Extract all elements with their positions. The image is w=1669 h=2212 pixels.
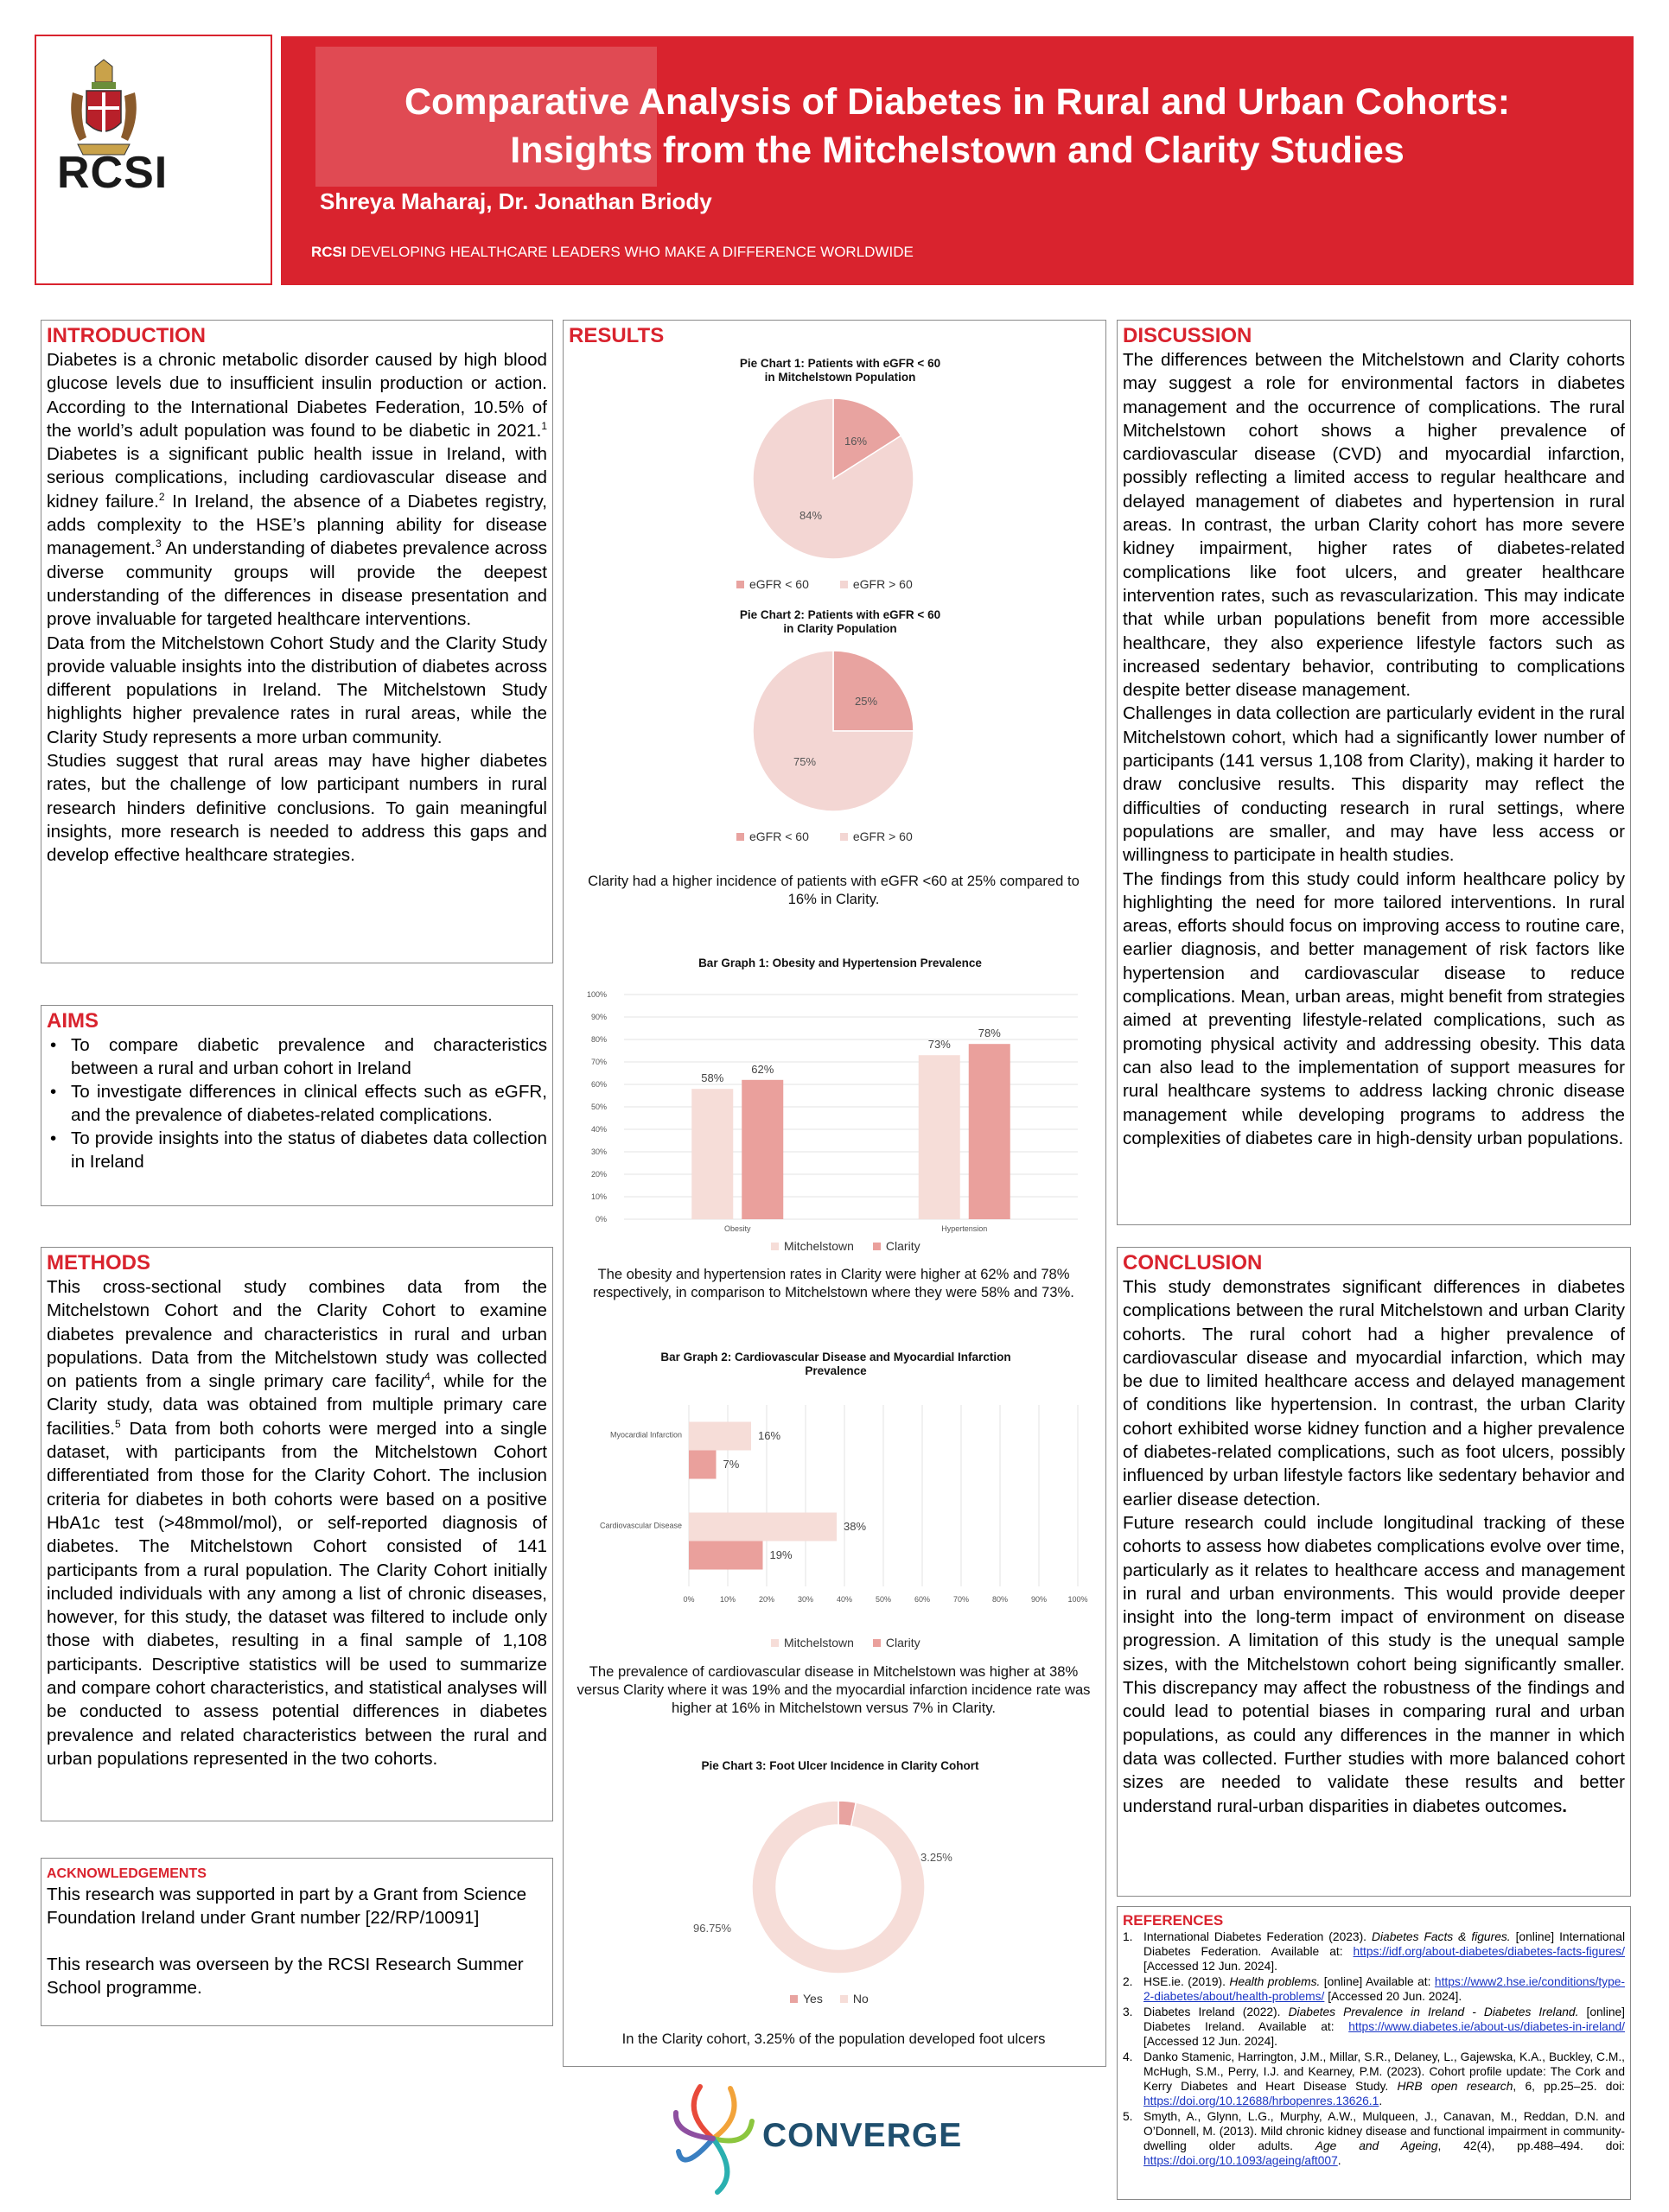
aim-item: • To compare diabetic prevalence and characteristics between a rural and urban cohort in Ireland xyxy=(47,1033,547,1080)
reference-number: 1. xyxy=(1123,1930,1133,1943)
x-tick-label: 0% xyxy=(683,1595,695,1604)
pie-chart-3-label-slice-2: 96.75% xyxy=(693,1922,732,1935)
pie-chart-2-label-slice-1: 25% xyxy=(855,695,878,708)
citation-1: 1 xyxy=(541,420,547,433)
reference-link[interactable]: https://doi.org/10.12688/hrbopenres.13626.1 xyxy=(1143,2094,1379,2107)
reference-text: Smyth, A., Glynn, L.G., Murphy, A.W., Mulqueen, J., Canavan, M., Reddan, D.N. and O’Donnell, M. (2013). Mild chronic kidney disease and functional impairment in community-dwelling older adults. xyxy=(1143,2110,1625,2152)
conclusion-paragraph-1: This study demonstrates significant differences in diabetes complications between the rural Mitchelstown and urban Clarity cohorts. The rural cohort had a higher prevalence of cardiovascular disease and myocardial infarction, which may be due to limited healthcare access and delayed management of conditions like hypertension. In contrast, the urban Clarity cohort exhibited worse kidney function and a higher prevalence of diabetes-related complications, such as foot ulcers, possibly influenced by urban lifestyle factors like sedentary behavior and earlier disease detection. xyxy=(1123,1277,1625,1510)
aim-item: • To provide insights into the status of diabetes data collection in Ireland xyxy=(47,1127,547,1173)
reference-title: Age and Ageing xyxy=(1315,2139,1438,2152)
reference-item xyxy=(1123,1929,1625,1974)
y-tick-label: 30% xyxy=(590,1147,607,1156)
legend-swatch xyxy=(840,833,848,841)
methods-heading: METHODS xyxy=(47,1251,150,1274)
reference-link[interactable]: https://doi.org/10.1093/ageing/aft007 xyxy=(1143,2154,1338,2167)
citation-2: 2 xyxy=(158,490,165,503)
references-list xyxy=(1123,1929,1625,2168)
legend-label: eGFR < 60 xyxy=(749,830,809,843)
legend-swatch xyxy=(840,581,848,588)
pie-chart-1 xyxy=(751,397,915,561)
legend-swatch xyxy=(873,1243,881,1250)
y-tick-label: 80% xyxy=(590,1035,607,1044)
bar-graph-2-legend xyxy=(771,1636,920,1649)
pie-chart-2-title-line-2: in Clarity Population xyxy=(783,622,897,635)
x-tick-label: 40% xyxy=(836,1595,853,1604)
reference-number: 5. xyxy=(1123,2110,1133,2123)
y-tick-label: Myocardial Infarction xyxy=(609,1430,682,1440)
legend-label: Clarity xyxy=(885,1636,920,1649)
reference-item xyxy=(1123,2109,1625,2168)
x-tick-label: 30% xyxy=(797,1595,814,1604)
x-tick-label: 60% xyxy=(914,1595,931,1604)
acknowledgements-paragraph-1: This research was supported in part by a Grant from Science Foundation Ireland under Grant number [22/RP/10091] xyxy=(47,1885,527,1928)
pie-chart-2 xyxy=(751,649,915,813)
y-tick-label: 90% xyxy=(590,1013,607,1021)
pie-chart-3 xyxy=(748,1796,929,1978)
legend-item xyxy=(790,1992,823,2005)
citation-3: 3 xyxy=(155,537,162,550)
conclusion-text: Future research could include longitudinal tracking of these cohorts to assess how diabetes complications evolve over time, particularly as it relates to healthcare access and management in rural and urban environments. This would provide deeper insight into the long-term impact of environment on disease progression. A limitation of this study is the unequal sample sizes, with the Mitchelstown cohort being significantly smaller. This discrepancy may affect the robustness of the findings and could lead to potential biases in comparing rural and urban populations, as could any differences in the manner in which data was collected. Further studies with more balanced cohort sizes are needed to validate these results and better understand rural-urban disparities in diabetes outcomes xyxy=(1123,1512,1625,1816)
reference-link[interactable]: https://idf.org/about-diabetes/diabetes-facts-figures/ xyxy=(1353,1945,1625,1958)
introduction-body xyxy=(47,348,547,868)
bar-value-label: 7% xyxy=(723,1458,740,1471)
pie-chart-1-label-slice-2: 84% xyxy=(799,509,823,522)
bar-value-label: 16% xyxy=(758,1429,781,1442)
bar-hypertension-clarity xyxy=(969,1044,1010,1219)
bar-value-label: 78% xyxy=(978,1027,1001,1040)
aims-panel xyxy=(41,1005,553,1206)
legend-swatch xyxy=(736,833,744,841)
introduction-heading: INTRODUCTION xyxy=(47,324,206,347)
methods-text-3: Data from both cohorts were merged into a single dataset, with participants from the Mitchelstown Cohort differentiated from those for the Clarity Cohort. The inclusion criteria for diabetes in both cohorts were based on a positive HbA1c test (>48mmol/mol), or self-reported diagnosis of diabetes. The Mitchelstown Cohort consisted of 141 participants from a rural population. The Clarity Cohort initially included individuals with any among a list of chronic diseases, however, for this study, the dataset was filtered to include only those with diabetes, resulting in a final sample of 1,108 participants. Descriptive statistics will be used to summarize and compare cohort characteristics, and statistical analyses will be conducted to assess potential differences in diabetes prevalence and related characteristics between the rural and urban populations represented in the two cohorts. xyxy=(47,1418,547,1769)
bar-cardiovascular-disease-clarity xyxy=(689,1541,763,1570)
converge-swirl-icon xyxy=(666,2078,761,2199)
reference-text: [Accessed 12 Jun. 2024]. xyxy=(1143,2035,1277,2048)
pie-chart-2-title xyxy=(693,608,987,636)
reference-text: [online] Diabetes Ireland. Available at: xyxy=(1143,2005,1625,2033)
legend-swatch xyxy=(873,1639,881,1647)
pie-chart-1-label-slice-1: 16% xyxy=(844,435,868,448)
pie-slice-2 xyxy=(752,1801,925,1974)
x-tick-label: 50% xyxy=(875,1595,892,1604)
y-tick-label: 20% xyxy=(590,1170,607,1179)
legend-item xyxy=(840,830,913,843)
reference-text: HSE.ie. (2019). xyxy=(1143,1975,1230,1988)
discussion-paragraph-3: The findings from this study could inform healthcare policy by highlighting the need for more tailored interventions. In rural areas, efforts should focus on improving access to routine care, earlier diagnosis, and better management of risk factors like hypertension and cardiovascular disease to reduce complications. Mean, urban areas, might benefit from strategies aimed at preventing lifestyle-related complications, such as promoting physical activity and addressing obesity. This data can also lead to the implementation of support measures for rural healthcare systems to address lacking chronic disease management while developing programs to address the complexities of diabetes care in high-density urban populations. xyxy=(1123,868,1625,1148)
intro-text-d: An understanding of diabetes prevalence across diverse community groups will provide the deepest understanding of the differences in disease presentation and prove invaluable for targeted healthcare interventions. xyxy=(47,538,547,630)
conclusion-paragraph-2 xyxy=(1123,1511,1625,1818)
methods-text-2: , while for the Clarity study, data was obtained from multiple primary care facilities. xyxy=(47,1371,547,1439)
tagline-brand: RCSI xyxy=(311,244,347,260)
reference-number: 4. xyxy=(1123,2050,1133,2063)
methods-panel xyxy=(41,1247,553,1821)
acknowledgements-panel xyxy=(41,1858,553,2026)
introduction-paragraph-2: Data from the Mitchelstown Cohort Study and the Clarity Study provide valuable insights into the distribution of diabetes across different populations in Ireland. The Mitchelstown Study highlights higher prevalence rates in rural areas, while the Clarity Study represents a more urban community. xyxy=(47,632,547,747)
converge-logo xyxy=(666,2078,963,2199)
results-panel xyxy=(563,320,1106,2067)
legend-label: Yes xyxy=(803,1992,823,2005)
bar-obesity-clarity xyxy=(742,1080,783,1219)
reference-item xyxy=(1123,2005,1625,2049)
reference-text: [online] International Diabetes Federation. Available at: xyxy=(1143,1930,1626,1958)
conclusion-panel xyxy=(1117,1247,1631,1897)
citation-4: 4 xyxy=(424,1370,430,1383)
x-tick-label: 20% xyxy=(758,1595,775,1604)
intro-text-a: Diabetes is a chronic metabolic disorder caused by high blood glucose levels due to insufficient insulin production or action. According to the International Diabetes Federation, 10.5% of the world’s adult population was found to be diabetic in 2021. xyxy=(47,350,547,441)
legend-swatch xyxy=(736,581,744,588)
references-heading: REFERENCES xyxy=(1123,1912,1224,1929)
converge-wordmark: CONVERGE xyxy=(762,2117,963,2154)
reference-text: [Accessed 12 Jun. 2024]. xyxy=(1143,1960,1277,1973)
x-tick-label: 100% xyxy=(1067,1595,1088,1604)
reference-text: , 6, pp.25–25. doi: xyxy=(1513,2080,1626,2093)
reference-text: [Accessed 20 Jun. 2024]. xyxy=(1324,1990,1462,2003)
reference-text: [online] Available at: xyxy=(1320,1975,1435,1988)
bar-hypertension-mitchelstown xyxy=(919,1055,960,1219)
pie-slice-1 xyxy=(833,651,914,731)
pie-chart-1-title-line-1: Pie Chart 1: Patients with eGFR < 60 xyxy=(739,357,941,370)
bar-graph-2 xyxy=(572,1388,1091,1621)
legend-swatch xyxy=(840,1995,848,2003)
pie-chart-1-title-line-2: in Mitchelstown Population xyxy=(764,371,916,384)
bar-obesity-mitchelstown xyxy=(691,1089,733,1219)
y-tick-label: 40% xyxy=(590,1125,607,1134)
discussion-panel xyxy=(1117,320,1631,1225)
reference-title: Health problems. xyxy=(1229,1975,1321,1988)
bar-graph-2-title-line-1: Bar Graph 2: Cardiovascular Disease and Myocardial Infarction xyxy=(660,1351,1011,1363)
bar-graph-1-legend xyxy=(771,1239,920,1253)
legend-label: eGFR < 60 xyxy=(749,577,809,591)
legend-label: eGFR > 60 xyxy=(852,830,913,843)
citation-5: 5 xyxy=(114,1417,121,1430)
aims-heading: AIMS xyxy=(47,1009,99,1033)
y-tick-label: 0% xyxy=(595,1215,607,1224)
legend-item xyxy=(873,1636,920,1649)
bar-value-label: 38% xyxy=(844,1520,867,1533)
references-panel xyxy=(1117,1906,1631,2200)
y-tick-label: 70% xyxy=(590,1058,607,1066)
bar-graph-2-title-line-2: Prevalence xyxy=(805,1364,867,1377)
title-line-1: Comparative Analysis of Diabetes in Rural and Urban Cohorts: xyxy=(404,81,1511,123)
x-tick-label: 80% xyxy=(991,1595,1009,1604)
poster-title xyxy=(281,78,1634,175)
introduction-paragraph-3: Studies suggest that rural areas may have higher diabetes rates, but the challenge of low participant numbers in rural research hinders definitive conclusions. To gain meaningful insights, more research is needed to address this gaps and develop effective healthcare strategies. xyxy=(47,751,547,866)
x-tick-label: 90% xyxy=(1030,1595,1048,1604)
bar-graph-1-caption: The obesity and hypertension rates in Clarity were higher at 62% and 78% respectively, in comparison to Mitchelstown where they were 58% and 73%. xyxy=(593,1266,1074,1300)
y-tick-label: 60% xyxy=(590,1080,607,1089)
legend-label: No xyxy=(852,1992,869,2005)
introduction-paragraph-1 xyxy=(47,348,547,632)
legend-swatch xyxy=(790,1995,798,2003)
aim-item: • To investigate differences in clinical effects such as eGFR, and the prevalence of diabetes-related complications. xyxy=(47,1080,547,1127)
title-banner xyxy=(281,36,1634,285)
bar-value-label: 19% xyxy=(769,1548,793,1561)
conclusion-body xyxy=(1123,1275,1625,1818)
methods-text-1: This cross-sectional study combines data from the Mitchelstown Cohort and the Clarity Cohort to examine diabetes prevalence and characteristics in rural and urban populations. Data from the Mitchelstown study was collected on patients from a single primary care facility xyxy=(47,1277,547,1392)
acknowledgements-paragraph-2: This research was overseen by the RCSI Research Summer School programme. xyxy=(47,1955,524,1998)
pie-chart-2-label-slice-2: 75% xyxy=(793,755,817,768)
reference-title: Diabetes Prevalence in Ireland - Diabetes Ireland. xyxy=(1288,2005,1579,2018)
methods-body xyxy=(47,1275,547,1770)
tagline xyxy=(311,244,914,261)
bar-graph-2-title xyxy=(641,1351,1030,1378)
x-tick-label: Obesity xyxy=(723,1224,751,1233)
pie-chart-3-caption: In the Clarity cohort, 3.25% of the population developed foot ulcers xyxy=(621,2031,1046,2047)
conclusion-end: . xyxy=(1562,1796,1568,1816)
bar-value-label: 73% xyxy=(927,1038,951,1052)
reference-title: HRB open research xyxy=(1397,2080,1513,2093)
bar-graph-2-caption: The prevalence of cardiovascular disease in Mitchelstown was higher at 38% versus Clarity where it was 19% and the myocardial infarction incidence rate was higher at 16% in Mitchelstown versus 7% in Clarity. xyxy=(577,1663,1091,1716)
reference-text: Diabetes Ireland (2022). xyxy=(1143,2005,1289,2018)
reference-item xyxy=(1123,2050,1625,2108)
legend-item xyxy=(840,1992,869,2005)
reference-text: . xyxy=(1337,2154,1341,2167)
authors: Shreya Maharaj, Dr. Jonathan Briody xyxy=(320,188,712,214)
legend-swatch xyxy=(771,1243,779,1250)
pie-chart-1-legend xyxy=(736,577,913,591)
legend-item xyxy=(736,577,809,591)
discussion-body xyxy=(1123,348,1625,1150)
legend-item xyxy=(840,577,913,591)
bar-value-label: 58% xyxy=(701,1071,724,1085)
rcsi-wordmark: RCSI xyxy=(57,148,169,198)
bar-value-label: 62% xyxy=(751,1062,774,1076)
legend-swatch xyxy=(771,1639,779,1647)
legend-label: Mitchelstown xyxy=(784,1239,854,1253)
pie-chart-1-2-caption: Clarity had a higher incidence of patients with eGFR <60 at 25% compared to 16% in Clarity. xyxy=(588,873,1080,907)
reference-number: 2. xyxy=(1123,1975,1133,1988)
y-tick-label: 50% xyxy=(590,1103,607,1111)
legend-label: eGFR > 60 xyxy=(852,577,913,591)
x-tick-label: Hypertension xyxy=(941,1224,988,1233)
results-heading: RESULTS xyxy=(569,324,665,347)
reference-link[interactable]: https://www2.hse.ie/conditions/type-2-diabetes/about/health-problems/ xyxy=(1143,1975,1626,2003)
discussion-paragraph-1: The differences between the Mitchelstown and Clarity cohorts may suggest a role for environmental factors in diabetes management and the occurrence of complications. The rural Mitchelstown cohort shows a higher prevalence of cardiovascular disease (CVD) and myocardial infarction, possibly reflecting a limited access to regular healthcare and delayed management of diabetes and hypertension in rural areas. In contrast, the urban Clarity cohort has more severe kidney impairment, higher rates of diabetes-related complications like foot ulcers, and greater healthcare intervention rates, such as revascularization. This may indicate that while urban populations benefit from more accessible healthcare, they also experience lifestyle factors such as increased sedentary behavior, contributing to complications despite better disease management. xyxy=(1123,350,1625,701)
intro-text-c: In Ireland, the absence of a Diabetes registry, adds complexity to the HSE’s planning ability for disease management. xyxy=(47,491,547,559)
discussion-paragraph-2: Challenges in data collection are particularly evident in the rural Mitchelstown cohort, which had a significantly lower number of participants (141 versus 1,108 from Clarity), making it harder to draw conclusive results. This disparity may reflect the difficulties of conducting research in rural settings, where populations are smaller, and may have less access or willingness to participate in health studies. xyxy=(1123,703,1625,866)
pie-chart-3-title: Pie Chart 3: Foot Ulcer Incidence in Clarity Cohort xyxy=(701,1759,979,1772)
pie-chart-3-legend xyxy=(790,1992,869,2005)
bar-graph-1-title: Bar Graph 1: Obesity and Hypertension Prevalence xyxy=(698,957,982,969)
conclusion-heading: CONCLUSION xyxy=(1123,1251,1263,1274)
y-tick-label: Cardiovascular Disease xyxy=(599,1521,682,1530)
acknowledgements-heading: ACKNOWLEDGEMENTS xyxy=(47,1866,207,1881)
acknowledgements-body xyxy=(47,1883,547,1999)
x-tick-label: 70% xyxy=(952,1595,970,1604)
rcsi-logo xyxy=(35,35,272,285)
methods-paragraph xyxy=(47,1275,547,1770)
reference-link[interactable]: https://www.diabetes.ie/about-us/diabetes-in-ireland/ xyxy=(1348,2020,1625,2033)
reference-text: Danko Stamenic, Harrington, J.M., Millar, S.R., Delaney, L., Gajewska, K.A., Buckley, C.M., McHugh, S.M., Perry, I.J. and Kearney, P.M. (2023). Cohort profile update: The Cork and Kerry Diabetes and Heart Disease Study. xyxy=(1143,2050,1625,2093)
reference-text: International Diabetes Federation (2023). xyxy=(1143,1930,1373,1943)
discussion-heading: DISCUSSION xyxy=(1123,324,1252,347)
introduction-panel xyxy=(41,320,553,963)
intro-text-b: Diabetes is a significant public health issue in Ireland, with serious complications, including cardiovascular disease and kidney failure. xyxy=(47,444,547,512)
legend-label: Mitchelstown xyxy=(784,1636,854,1649)
crest-icon xyxy=(61,58,147,162)
legend-label: Clarity xyxy=(885,1239,920,1253)
reference-number: 3. xyxy=(1123,2005,1133,2018)
reference-title: Diabetes Facts & figures. xyxy=(1372,1930,1511,1943)
x-tick-label: 10% xyxy=(719,1595,736,1604)
reference-text: . xyxy=(1379,2094,1383,2107)
pie-chart-2-title-line-1: Pie Chart 2: Patients with eGFR < 60 xyxy=(739,608,941,621)
legend-item xyxy=(873,1239,920,1253)
legend-item xyxy=(771,1239,854,1253)
tagline-text: DEVELOPING HEALTHCARE LEADERS WHO MAKE A DIFFERENCE WORLDWIDE xyxy=(346,244,914,260)
aims-list xyxy=(47,1033,547,1173)
bar-myocardial-infarction-mitchelstown xyxy=(689,1422,751,1451)
pie-chart-2-legend xyxy=(736,830,913,843)
reference-text: , 42(4), pp.488–494. doi: xyxy=(1437,2139,1625,2152)
y-tick-label: 100% xyxy=(586,990,607,999)
legend-item xyxy=(736,830,809,843)
legend-item xyxy=(771,1636,854,1649)
reference-item xyxy=(1123,1974,1625,2004)
pie-chart-3-label-slice-1: 3.25% xyxy=(920,1851,952,1864)
pie-chart-1-title xyxy=(693,357,987,385)
title-line-2: Insights from the Mitchelstown and Clarity Studies xyxy=(510,130,1405,171)
y-tick-label: 10% xyxy=(590,1192,607,1201)
bar-myocardial-infarction-clarity xyxy=(689,1451,717,1479)
bar-cardiovascular-disease-mitchelstown xyxy=(689,1513,837,1541)
bar-graph-1 xyxy=(572,969,1091,1254)
